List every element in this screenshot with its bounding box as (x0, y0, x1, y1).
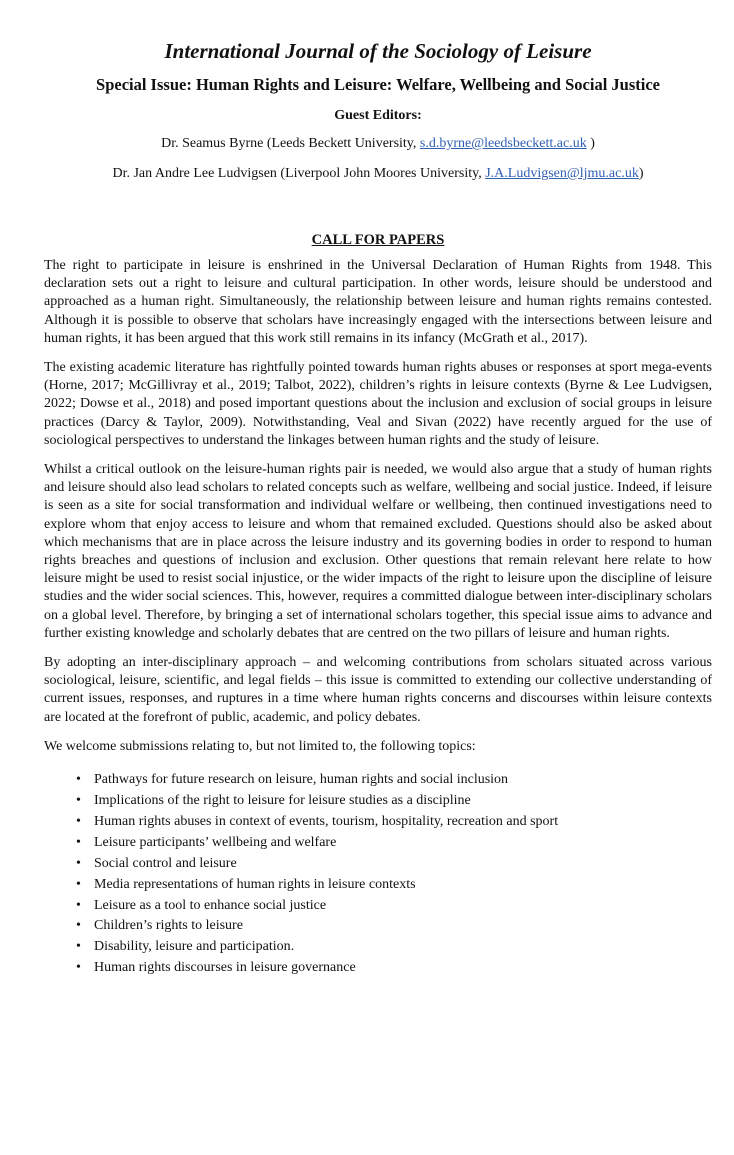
list-item: • Human rights discourses in leisure governance (76, 958, 712, 979)
list-item: • Pathways for future research on leisure, human rights and social inclusion (76, 770, 712, 791)
journal-title: International Journal of the Sociology of Leisure (164, 39, 592, 63)
editor-byrne (44, 135, 712, 153)
list-item: • Social control and leisure (76, 854, 712, 875)
editor-byrne-email-link[interactable]: s.d.byrne@leedsbeckett.ac.uk (419, 136, 587, 151)
paragraph-literature: The existing academic literature has rightfully pointed towards human rights abuses or responses at sport mega-events (Horne, 2017; McGillivray et al., 2019; Talbot, 2022), children’s rights in leisure contexts (Byrne & Lee Ludvigsen, 2022; Dowse et al., 2018) and posed important questions about the inclusion and exclusion of social groups in leisure practices (Darcy & Taylor, 2009). Notwithstanding, Veal and Sivan (2022) have recently argued for the use of sociological perspectives to understand the linkages between human rights and the study of leisure. (44, 360, 712, 448)
list-item: • Implications of the right to leisure for leisure studies as a discipline (76, 791, 712, 812)
call-for-papers-heading: CALL FOR PAPERS (311, 232, 445, 248)
paragraph-intro: The right to participate in leisure is enshrined in the Universal Declaration of Human Rights from 1948. This declaration sets out a right to leisure and cultural participation. In other words, leisure should be understood and approached as a human right. Simultaneously, the relationship between leisure and human rights remains contested. Although it is possible to observe that scholars have increasingly engaged with the intersections between leisure and human rights, it has been argued that this work still remains in its infancy (McGrath et al., 2017). (44, 258, 712, 346)
list-item: • Leisure participants’ wellbeing and welfare (76, 833, 712, 854)
editor-byrne-name: Dr. Seamus Byrne (Leeds Beckett University, (161, 136, 420, 151)
topics-list (44, 770, 712, 979)
list-item: • Media representations of human rights in leisure contexts (76, 875, 712, 896)
special-issue-title: Special Issue: Human Rights and Leisure: Welfare, Wellbeing and Social Justice (96, 75, 660, 94)
editor-byrne-suffix: ) (586, 136, 595, 151)
paragraph-critical-outlook: Whilst a critical outlook on the leisure-human rights pair is needed, we would also argue that a study of human rights and leisure should also lead scholars to related concepts such as welfare, wellbeing and social justice. Indeed, if leisure is seen as a site for social transformation and individual welfare or wellbeing, then continued investigations need to explore whom that enjoy access to leisure and whom that remained excluded. Questions should also be asked about which mechanisms that are in place across the leisure industry and its governing bodies in order to respond to human rights breaches and questions of inclusion and exclusion. Other questions that remain relevant here relate to how leisure might be used to resist social injustice, or the wider impacts of the right to leisure upon the discipline of leisure studies and the wider social sciences. This, however, requires a committed dialogue between inter-disciplinary scholars on a global level. Therefore, by bringing a set of international scholars together, this special issue aims to advance and further existing knowledge and scholarly debates that are centred on the two pillars of leisure and human rights. (44, 462, 712, 641)
list-item: • Human rights abuses in context of events, tourism, hospitality, recreation and sport (76, 812, 712, 833)
paragraph-approach: By adopting an inter-disciplinary approach – and welcoming contributions from scholars situated across various sociological, leisure, scientific, and legal fields – this issue is committed to extending our collective understanding of current issues, responses, and ruptures in a time where human rights concerns and discourses within leisure contexts are located at the forefront of public, academic, and policy debates. (44, 655, 712, 725)
list-item: • Children’s rights to leisure (76, 916, 712, 937)
paragraph-submissions-intro: We welcome submissions relating to, but not limited to, the following topics: (44, 738, 476, 754)
list-item: • Disability, leisure and participation. (76, 937, 712, 958)
guest-editors-label: Guest Editors: (334, 108, 422, 123)
list-item: • Leisure as a tool to enhance social justice (76, 896, 712, 917)
editor-ludvigsen-suffix: ) (638, 166, 644, 181)
editor-ludvigsen-email-link[interactable]: J.A.Ludvigsen@ljmu.ac.uk (485, 166, 639, 181)
editor-ludvigsen-name: Dr. Jan Andre Lee Ludvigsen (Liverpool John Moores University, (112, 166, 486, 181)
editor-ludvigsen (44, 165, 712, 183)
